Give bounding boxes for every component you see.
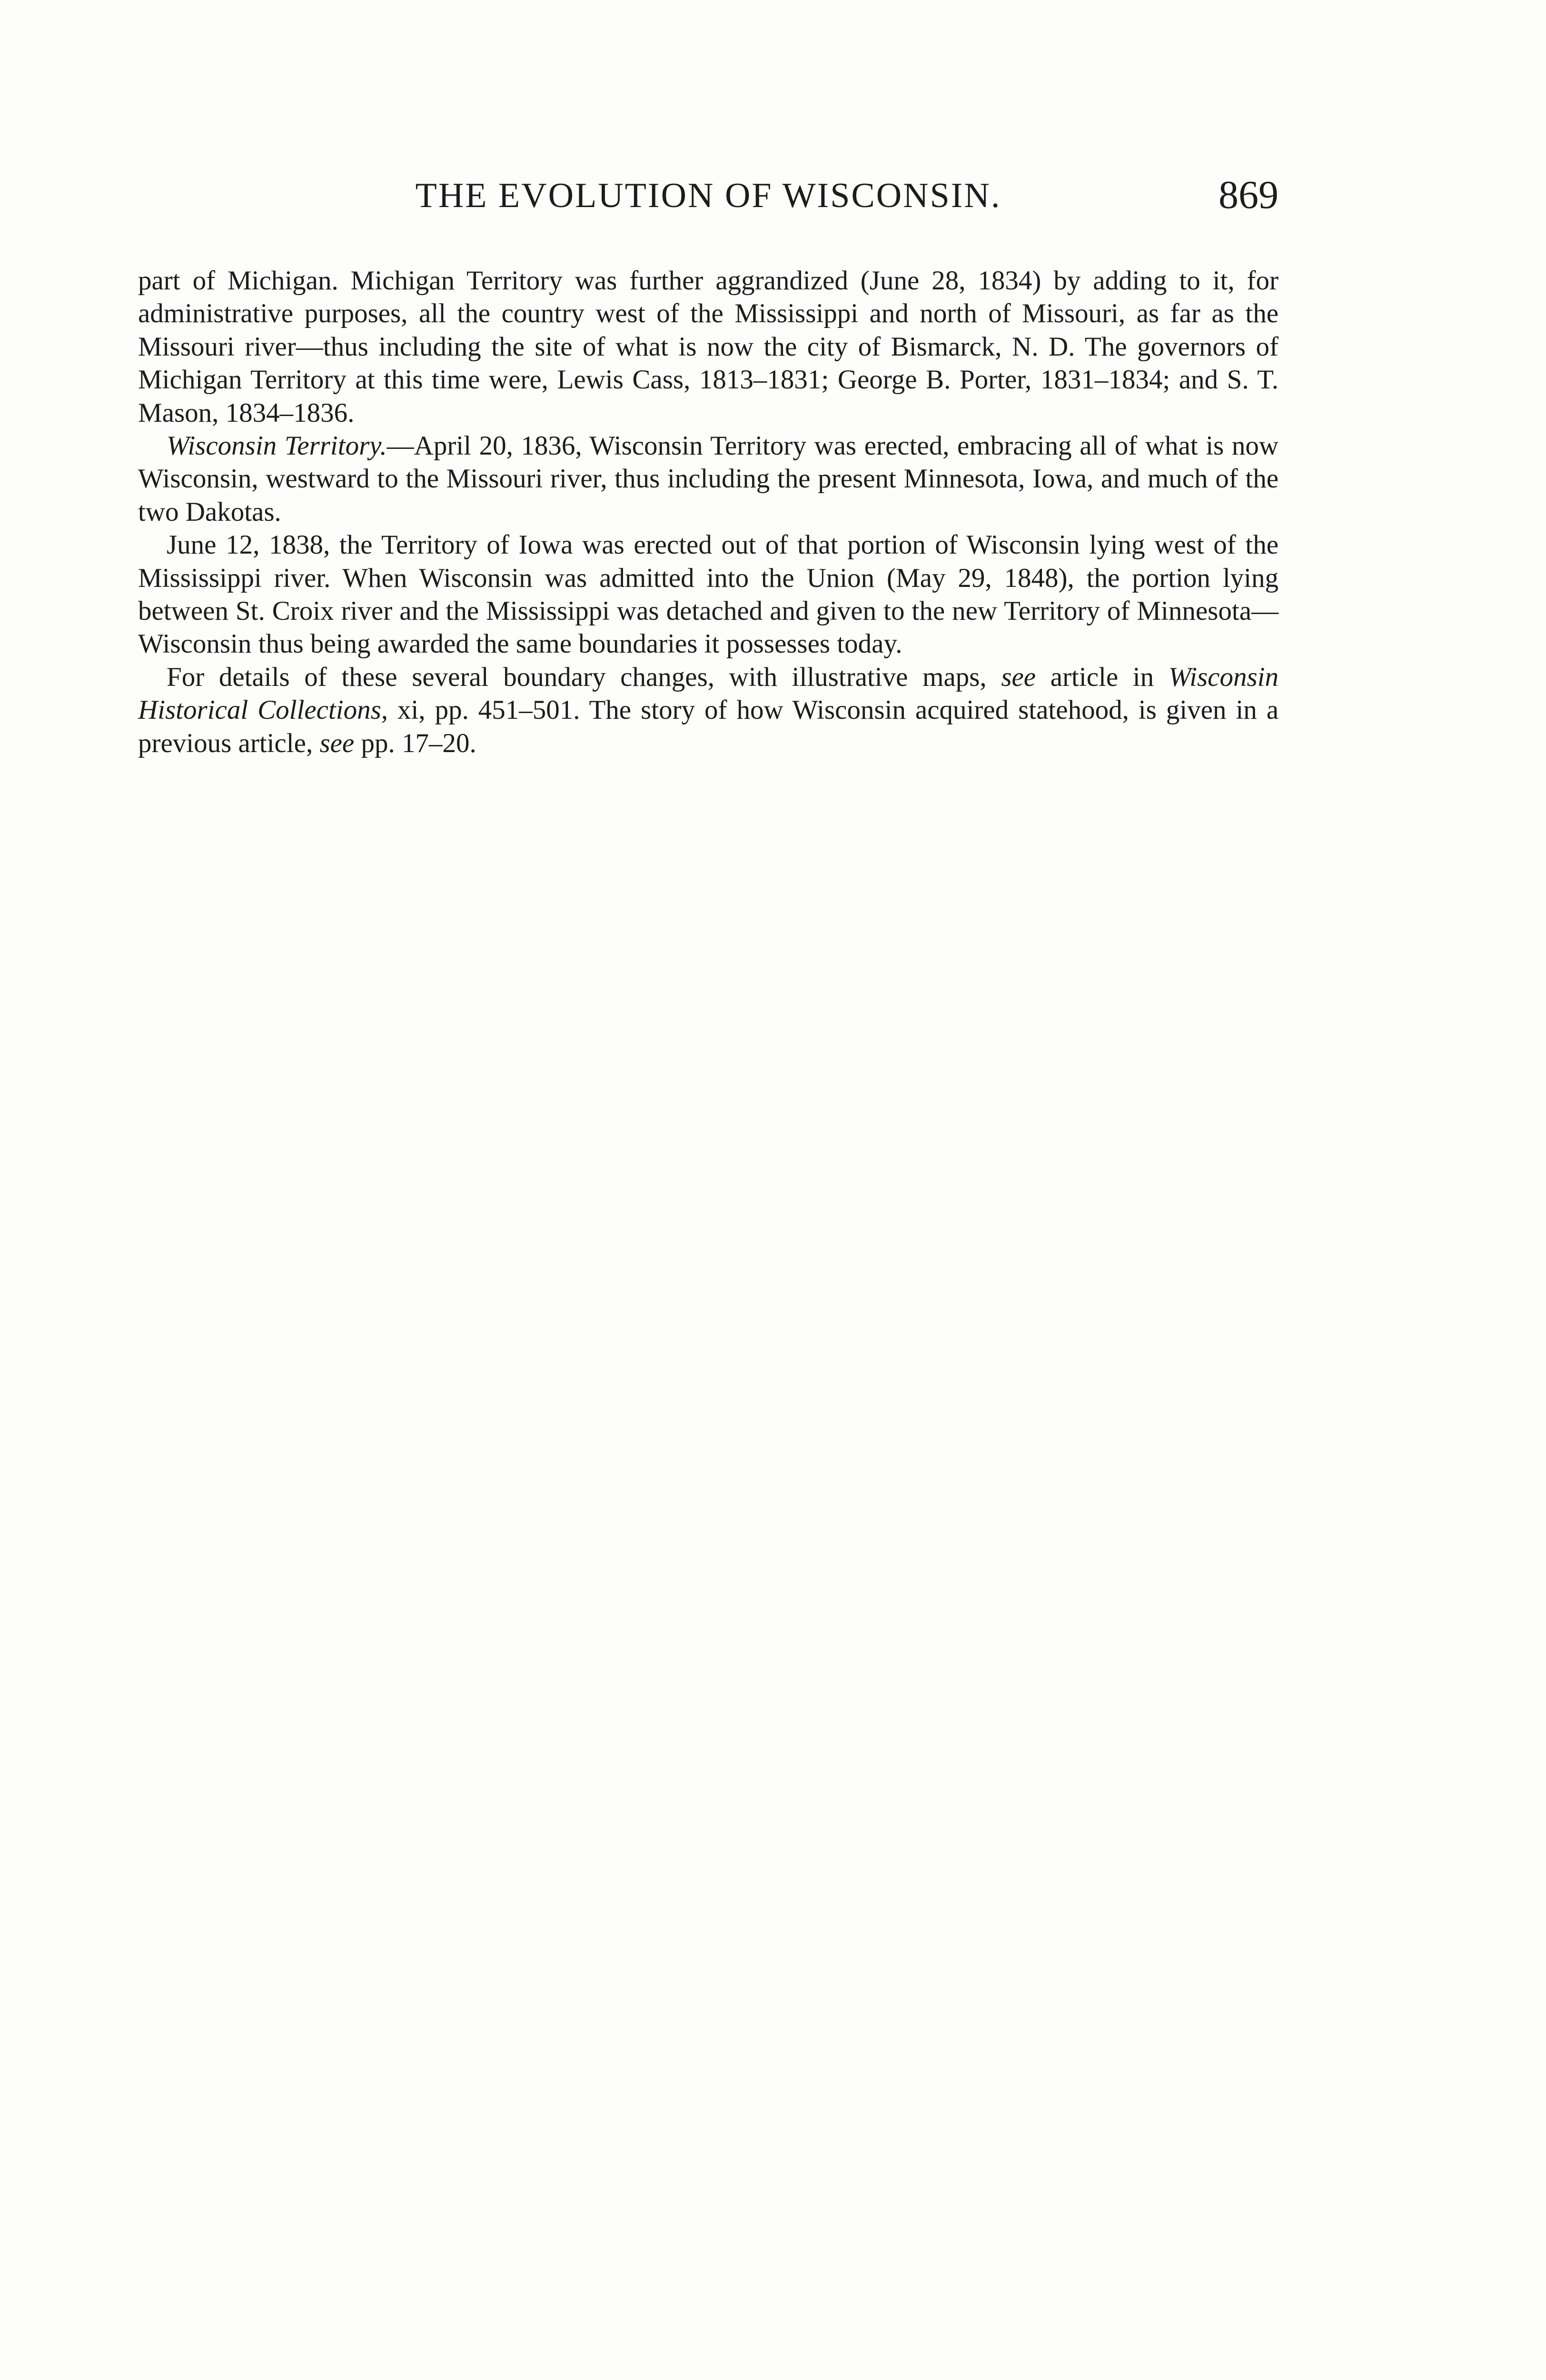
- paragraph-text: article in: [1036, 662, 1169, 692]
- paragraph-michigan-territory: part of Michigan. Michigan Territory was further aggrandized (June 28, 1834) by adding to it, for administrative purposes, all the country west of the Mississippi and north of Missouri, as far as the Missouri river—thus including the site of what is now the city of Bismarck, N. D. The governors of Michigan Territory at this time were, Lewis Cass, 1813–1831; George B. Porter, 1831–1834; and S. T. Mason, 1834–1836.: [138, 266, 1278, 428]
- paragraph-text: —April 20, 1836, Wisconsin Territory was erected, embracing all of what is now Wisconsin, westward to the Missouri river, thus including the present Minnesota, Iowa, and much of the two Dakotas.: [138, 431, 1278, 527]
- paragraph-wisconsin-territory: [138, 429, 1278, 528]
- running-title: THE EVOLUTION OF WISCONSIN.: [415, 176, 1001, 215]
- source-title: Wisconsin Historical Collections,: [138, 662, 1278, 725]
- section-heading-wisconsin-territory: Wisconsin Territory.: [167, 431, 387, 461]
- running-head: [138, 171, 1278, 224]
- body-text: [138, 264, 1278, 760]
- paragraph-iowa-territory: June 12, 1838, the Territory of Iowa was erected out of that portion of Wisconsin lying west of the Mississippi river. When Wisconsin was admitted into the Union (May 29, 1848), the portion lying between St. Croix river and the Mississippi was detached and given to the new Territory of Minnesota—Wisconsin thus being awarded the same boundaries it possesses today.: [138, 530, 1278, 659]
- page-number: 869: [1219, 173, 1278, 217]
- paragraph-text: pp. 17–20.: [354, 728, 476, 758]
- see-reference: see: [1001, 662, 1036, 692]
- paragraph-text: For details of these several boundary changes, with illustrative maps,: [167, 662, 1001, 692]
- paragraph-boundary-details: [138, 661, 1278, 760]
- paragraph-text: xi, pp. 451–501. The story of how Wisconsin acquired statehood, is given in a previous article,: [138, 695, 1278, 758]
- see-reference: see: [319, 728, 355, 758]
